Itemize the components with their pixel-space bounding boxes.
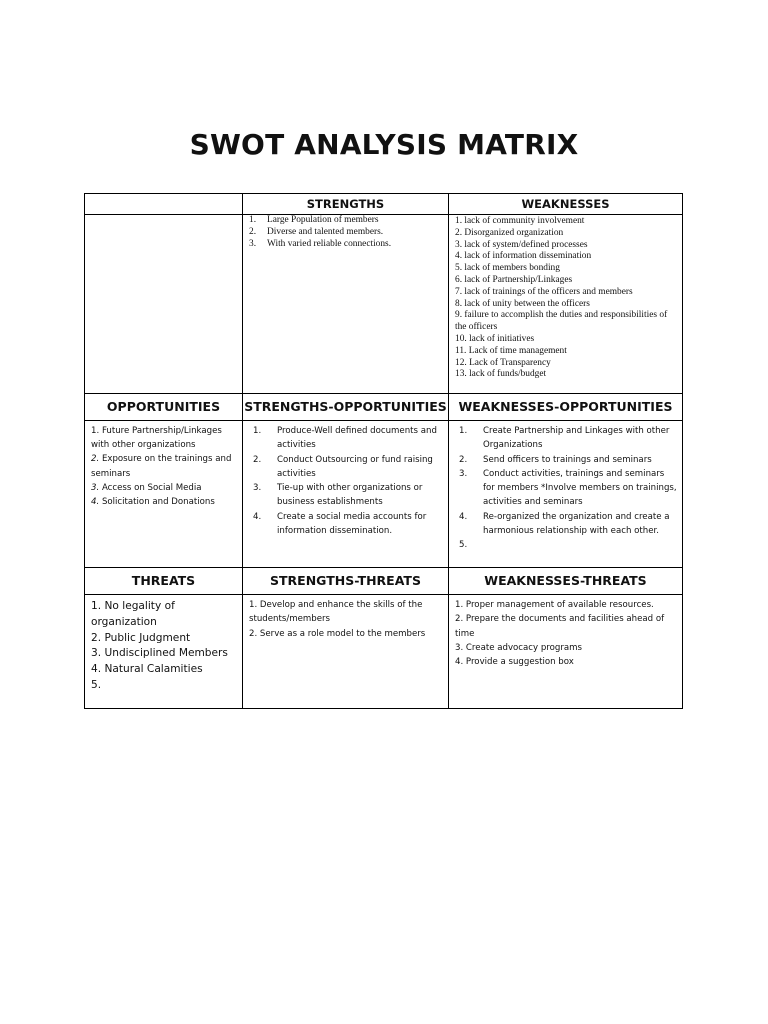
st-item: 2. Serve as a role model to the members <box>249 628 426 639</box>
strengths-header: STRENGTHS <box>243 194 449 215</box>
opportunities-row <box>85 421 683 568</box>
corner-empty-cell <box>85 194 243 215</box>
strengths-cell <box>243 215 449 394</box>
header-row-opportunities <box>85 394 683 421</box>
strengths-opportunities-header: STRENGTHS-OPPORTUNITIES <box>243 394 449 421</box>
strength-item: 3. With varied reliable connections. <box>249 238 392 249</box>
strength-item: 1. Large Population of members <box>249 215 379 225</box>
wo-item: 4. Re-organized the organization and create a harmonious relationship with each other. <box>459 511 670 537</box>
weakness-item: 5. lack of members bonding <box>455 263 560 274</box>
strengths-threats-header: STRENGTHS-THREATS <box>243 568 449 595</box>
wo-item: 5. <box>459 540 468 551</box>
wt-item: 2. Prepare the documents and facilities ahead of time <box>455 614 665 639</box>
threat-item: 2. Public Judgment <box>91 631 191 644</box>
opportunity-item: 4. Solicitation and Donations <box>91 497 215 508</box>
weakness-item: 1. lack of community involvement <box>455 216 585 226</box>
header-row-threats <box>85 568 683 595</box>
weakness-item: 13. lack of funds/budget <box>455 369 547 380</box>
threat-item: 4. Natural Calamities <box>91 663 203 676</box>
weaknesses-opportunities-cell <box>449 421 683 568</box>
opportunities-cell <box>85 421 243 568</box>
weakness-item: 12. Lack of Transparency <box>455 357 551 368</box>
weaknesses-threats-header: WEAKNESSES-THREATS <box>449 568 683 595</box>
weakness-item: 9. failure to accomplish the duties and responsibilities of the officers <box>455 310 668 333</box>
threat-item: 5. <box>91 678 102 691</box>
weakness-item: 10. lack of initiatives <box>455 333 535 344</box>
strengths-opportunities-cell <box>243 421 449 568</box>
weakness-item: 2. Disorganized organization <box>455 227 564 238</box>
threat-item: 3. Undisciplined Members <box>91 647 228 660</box>
swot-matrix-table <box>84 193 683 709</box>
threats-header: THREATS <box>85 568 243 595</box>
weakness-item: 3. lack of system/defined processes <box>455 239 588 250</box>
wt-item: 1. Proper management of available resources. <box>455 600 654 610</box>
opportunity-item: 2. Exposure on the trainings and seminars <box>91 454 232 479</box>
wt-item: 3. Create advocacy programs <box>455 642 582 653</box>
weakness-item: 7. lack of trainings of the officers and members <box>455 286 633 297</box>
threats-cell <box>85 595 243 709</box>
wo-item: 1. Create Partnership and Linkages with other Organizations <box>459 426 670 451</box>
so-item: 4. Create a social media accounts for information dissemination. <box>253 511 427 537</box>
weakness-item: 4. lack of information dissemination <box>455 251 592 262</box>
so-item: 1. Produce-Well defined documents and activities <box>253 426 437 451</box>
wo-item: 3. Conduct activities, trainings and seminars for members *Involve members on trainings, activities and seminars <box>459 468 677 508</box>
strength-item: 2. Diverse and talented members. <box>249 226 384 237</box>
weakness-item: 6. lack of Partnership/Linkages <box>455 274 573 285</box>
weaknesses-header: WEAKNESSES <box>449 194 683 215</box>
weakness-item: 11. Lack of time management <box>455 345 567 356</box>
opportunities-header: OPPORTUNITIES <box>85 394 243 421</box>
so-item: 3. Tie-up with other organizations or business establishments <box>253 483 423 508</box>
so-item: 2. Conduct Outsourcing or fund raising activities <box>253 454 433 479</box>
weakness-item: 8. lack of unity between the officers <box>455 298 590 309</box>
document-title: SWOT ANALYSIS MATRIX <box>189 128 579 161</box>
st-item: 1. Develop and enhance the skills of the students/members <box>249 600 423 625</box>
empty-cell <box>85 215 243 394</box>
opportunity-item: 3. Access on Social Media <box>91 482 202 493</box>
threat-item: 1. No legality of organization <box>91 600 175 628</box>
weaknesses-threats-cell <box>449 595 683 709</box>
strengths-threats-cell <box>243 595 449 709</box>
wo-item: 2. Send officers to trainings and seminars <box>459 454 652 465</box>
weaknesses-opportunities-header: WEAKNESSES-OPPORTUNITIES <box>449 394 683 421</box>
threats-row <box>85 595 683 709</box>
strengths-weaknesses-row <box>85 215 683 394</box>
opportunity-item: 1. Future Partnership/Linkages with other organizations <box>91 426 222 451</box>
header-row-strengths-weaknesses <box>85 194 683 215</box>
wt-item: 4. Provide a suggestion box <box>455 657 574 668</box>
weaknesses-cell <box>449 215 683 394</box>
